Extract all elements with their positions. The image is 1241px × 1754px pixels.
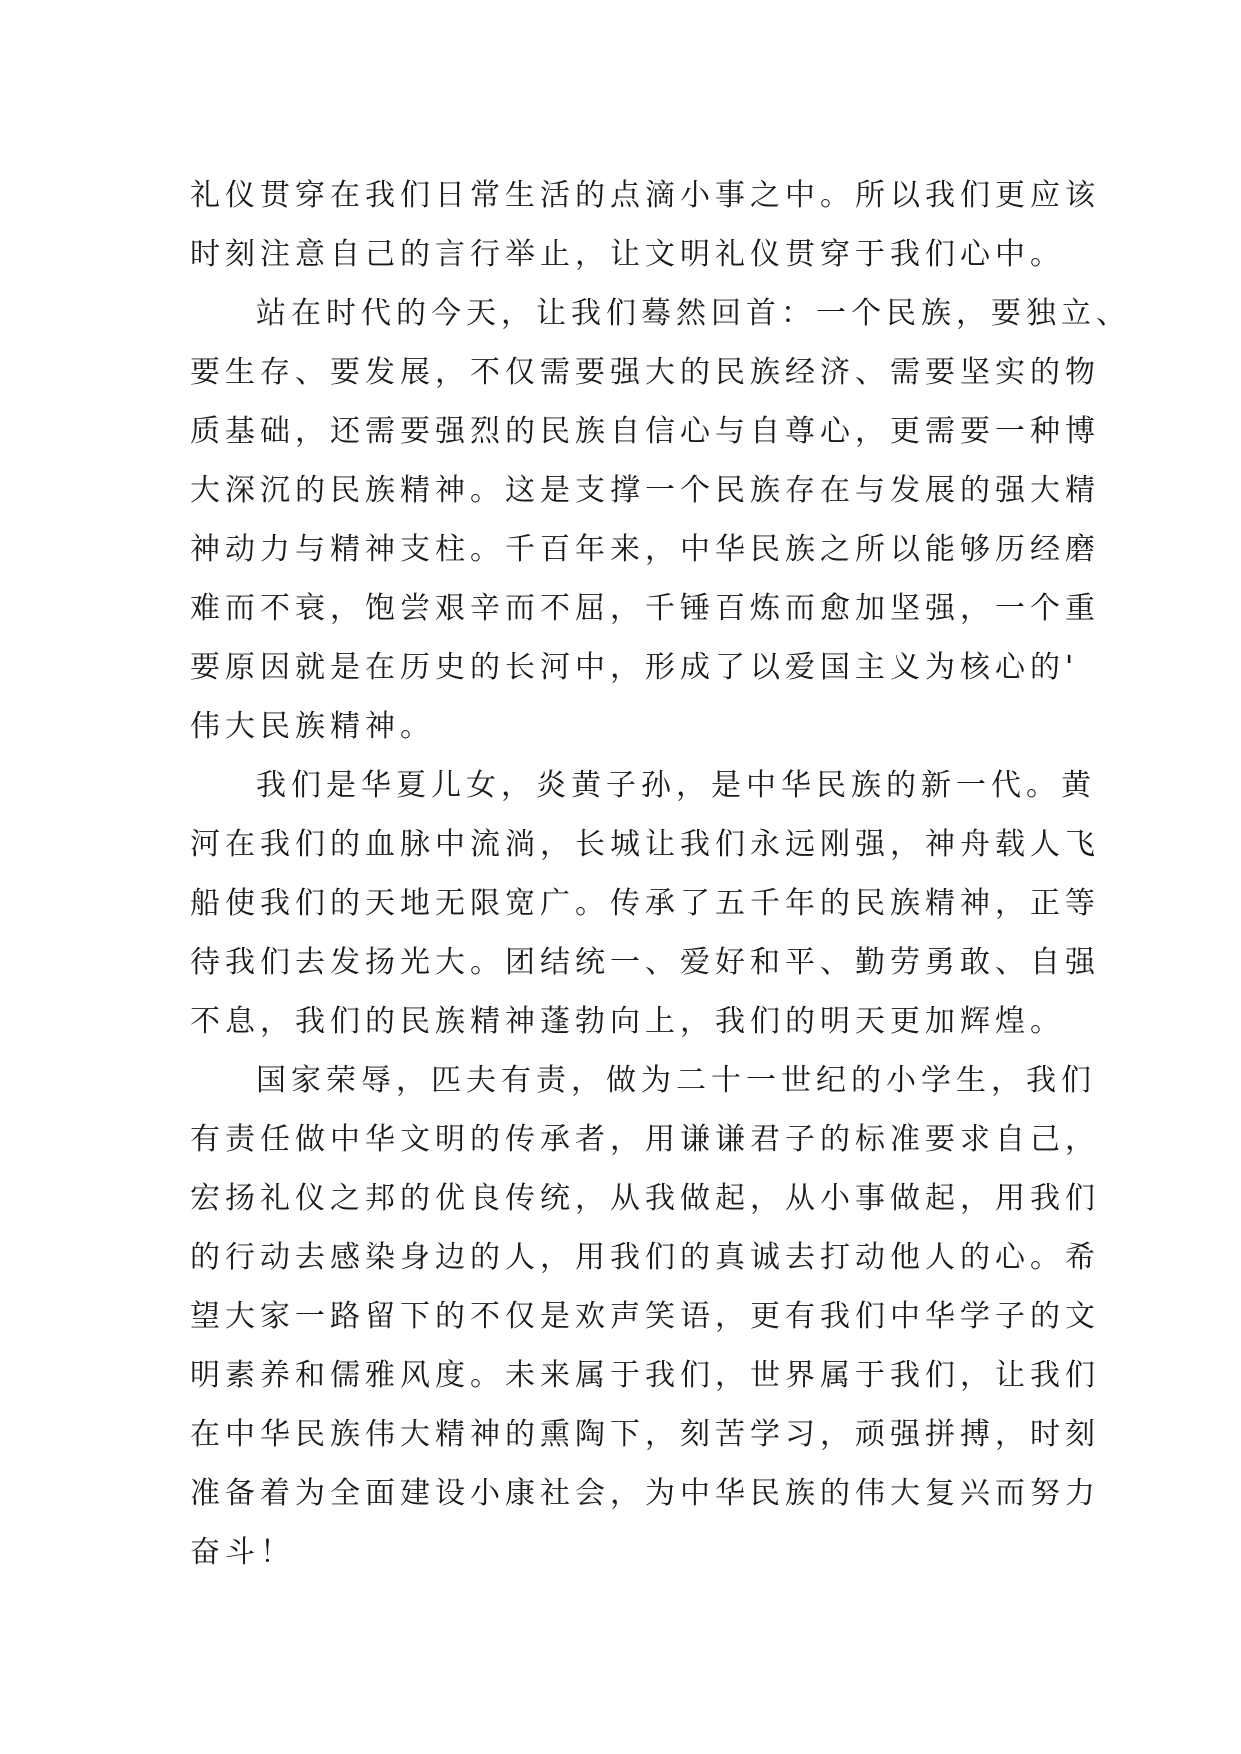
text-line: 站在时代的今天，让我们蓦然回首：一个民族，要独立、 [256,295,1131,331]
text-line: 有责任做中华文明的传承者，用谦谦君子的标准要求自己， [190,1121,1100,1157]
text-line: 在中华民族伟大精神的熏陶下，刻苦学习，顽强拼搏，时刻 [190,1416,1100,1452]
text-line: 要生存、要发展，不仅需要强大的民族经济、需要坚实的物 [190,354,1100,390]
text-line: 国家荣辱，匹夫有责，做为二十一世纪的小学生，我们 [256,1062,1096,1098]
text-line: 难而不衰，饱尝艰辛而不屈，千锤百炼而愈加坚强，一个重 [190,590,1100,626]
text-line: 奋斗！ [190,1534,295,1570]
text-line: 望大家一路留下的不仅是欢声笑语，更有我们中华学子的文 [190,1298,1100,1334]
text-line: 船使我们的天地无限宽广。传承了五千年的民族精神，正等 [190,885,1100,921]
text-line: 伟大民族精神。 [190,708,435,744]
text-line: 质基础，还需要强烈的民族自信心与自尊心，更需要一种博 [190,413,1100,449]
text-line: 我们是华夏儿女，炎黄子孙，是中华民族的新一代。黄 [256,767,1096,803]
text-line: 大深沉的民族精神。这是支撑一个民族存在与发展的强大精 [190,472,1100,508]
text-line: 明素养和儒雅风度。未来属于我们，世界属于我们，让我们 [190,1357,1100,1393]
text-line: 时刻注意自己的言行举止，让文明礼仪贯穿于我们心中。 [190,236,1065,272]
body-text [190,162,1131,1578]
text-line: 不息，我们的民族精神蓬勃向上，我们的明天更加辉煌。 [190,1003,1065,1039]
text-line: 河在我们的血脉中流淌，长城让我们永远刚强，神舟载人飞 [190,826,1100,862]
text-line: 的行动去感染身边的人，用我们的真诚去打动他人的心。希 [190,1239,1100,1275]
text-line: 礼仪贯穿在我们日常生活的点滴小事之中。所以我们更应该 [190,177,1100,213]
text-line: 准备着为全面建设小康社会，为中华民族的伟大复兴而努力 [190,1475,1100,1511]
text-line: 要原因就是在历史的长河中，形成了以爱国主义为核心的' [190,649,1079,685]
text-line: 待我们去发扬光大。团结统一、爱好和平、勤劳勇敢、自强 [190,944,1100,980]
text-line: 神动力与精神支柱。千百年来，中华民族之所以能够历经磨 [190,531,1100,567]
text-line: 宏扬礼仪之邦的优良传统，从我做起，从小事做起，用我们 [190,1180,1100,1216]
